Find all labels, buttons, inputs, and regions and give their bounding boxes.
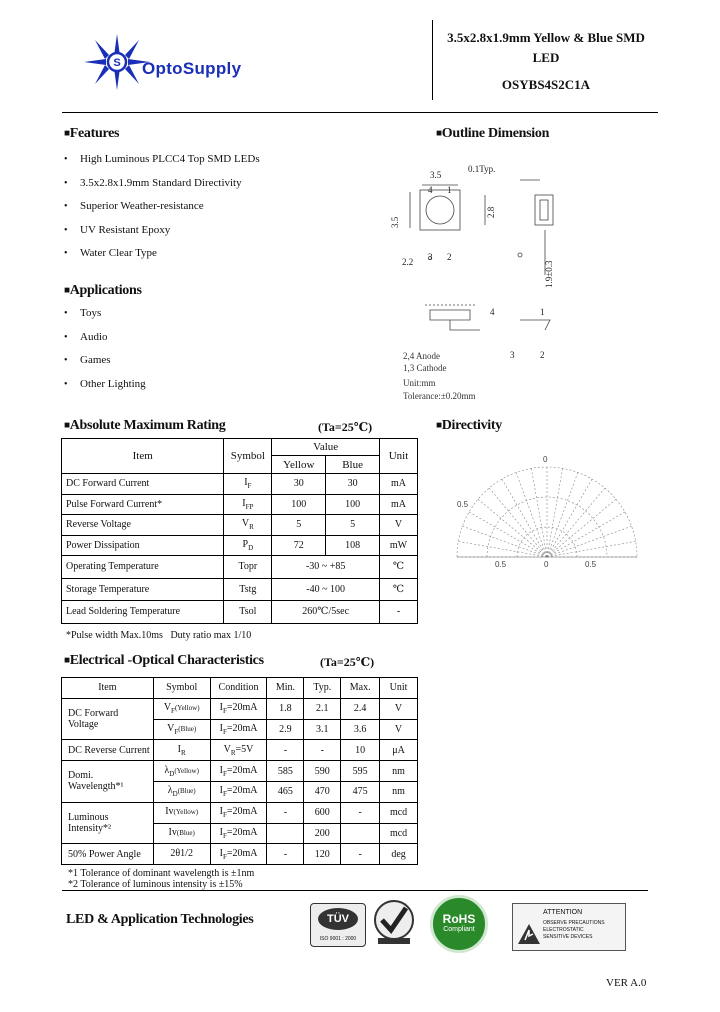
dim-height2-label: 2.8: [486, 206, 496, 218]
eoc-symbol: 2θ1/2: [153, 844, 210, 865]
directivity-grid-spoke: [531, 466, 547, 557]
eoc-item: Luminous Intensity*²: [62, 802, 154, 844]
list-item: • Other Lighting: [64, 373, 146, 397]
eoc-max: 595: [341, 761, 380, 782]
pin-label: 1: [540, 307, 545, 317]
amr-unit: -: [380, 601, 418, 624]
directivity-chart: [447, 452, 647, 572]
eoc-unit: nm: [380, 781, 418, 802]
table-row: [62, 740, 418, 761]
pin-label: 4: [490, 307, 495, 317]
table-row: [62, 698, 418, 719]
eoc-condition: $I_F=20mA$: [210, 781, 267, 802]
attention-title: ATTENTION: [543, 909, 583, 916]
eoc-header: Unit: [380, 678, 418, 699]
eoc-symbol: $\lambda_D(Yellow)$: [153, 761, 210, 782]
directivity-grid-spoke: [477, 498, 547, 557]
attention-line: OBSERVE PRECAUTIONS: [543, 920, 605, 926]
eoc-min: -: [267, 802, 304, 823]
eoc-header: Item: [62, 678, 154, 699]
eoc-typ: 590: [304, 761, 341, 782]
eoc-symbol: $I_R$: [153, 740, 210, 761]
table-row: [62, 802, 418, 823]
dim-height-label: 3.5: [390, 216, 400, 228]
company-name: OptoSupply: [142, 59, 242, 78]
directivity-heading: ■Directivity: [436, 418, 502, 433]
eoc-item: DC Forward Voltage: [62, 698, 154, 740]
list-item: • 3.5x2.8x1.9mm Standard Directivity: [64, 172, 260, 196]
applications-heading: ■Applications: [64, 283, 142, 298]
eoc-heading: ■Electrical -Optical Characteristics: [64, 653, 264, 668]
applications-title: Applications: [69, 283, 142, 298]
applications-list: [64, 302, 146, 396]
pin-label: 2: [540, 350, 545, 360]
list-item: • Games: [64, 349, 146, 373]
amr-unit: mA: [380, 474, 418, 495]
svg-text:S: S: [113, 57, 121, 69]
eoc-condition: $I_F=20mA$: [210, 761, 267, 782]
rohs-cert-badge: [430, 895, 488, 953]
eoc-unit: mcd: [380, 802, 418, 823]
amr-heading: ■Absolute Maximum Rating: [64, 418, 226, 433]
eoc-unit: V: [380, 719, 418, 740]
dim-side-label: 1.9±0.3: [544, 260, 554, 288]
eoc-max: -: [341, 844, 380, 865]
directivity-bottom-label: 0.5: [495, 560, 507, 569]
amr-header-symbol: Symbol: [224, 439, 272, 474]
eoc-typ: 470: [304, 781, 341, 802]
eoc-typ: 2.1: [304, 698, 341, 719]
pin-label: 2: [447, 252, 452, 262]
amr-item: Pulse Forward Current*: [62, 494, 224, 515]
tuv-cert-badge: [310, 903, 366, 947]
eoc-min: 465: [267, 781, 304, 802]
outline-tolerance: Tolerance:±0.20mm: [403, 391, 476, 401]
directivity-grid-spoke: [488, 487, 547, 557]
outline-title: Outline Dimension: [441, 126, 550, 141]
list-item: • Toys: [64, 302, 146, 326]
eoc-min: [267, 823, 304, 844]
table-row: [62, 601, 418, 624]
amr-header-blue: Blue: [326, 456, 380, 474]
amr-yellow: 30: [272, 474, 326, 495]
eoc-title: Electrical -Optical Characteristics: [69, 653, 264, 668]
amr-value: -40 ~ 100: [272, 578, 380, 601]
pin-label: 3: [510, 350, 515, 360]
outline-legend: Unit:mm: [403, 378, 436, 388]
features-list: [64, 148, 260, 266]
eoc-symbol: $\lambda_D(Blue)$: [153, 781, 210, 802]
list-item: • Audio: [64, 326, 146, 350]
eoc-max: -: [341, 802, 380, 823]
eoc-notes: [68, 868, 254, 890]
directivity-top-label: 0: [543, 455, 548, 464]
table-row: [62, 578, 418, 601]
amr-item: DC Forward Current: [62, 474, 224, 495]
eoc-header: Min.: [267, 678, 304, 699]
amr-blue: 100: [326, 494, 380, 515]
eoc-symbol: Iv(Blue): [153, 823, 210, 844]
amr-symbol: Topr: [224, 556, 272, 579]
amr-symbol: $I_F$: [224, 474, 272, 495]
eoc-symbol: $V_F(Yellow)$: [153, 698, 210, 719]
features-heading: ■Features: [64, 126, 120, 141]
eoc-header: Max.: [341, 678, 380, 699]
product-title: [436, 28, 656, 68]
eoc-unit: μA: [380, 740, 418, 761]
amr-blue: 5: [326, 515, 380, 536]
eoc-unit: mcd: [380, 823, 418, 844]
dim-width-label: 3.5: [430, 170, 442, 180]
directivity-grid-spoke: [547, 541, 638, 557]
amr-blue: 108: [326, 535, 380, 556]
directivity-bottom-label: 0: [544, 560, 549, 569]
part-number: OSYBS4S2C1A: [501, 77, 591, 92]
table-row: [62, 474, 418, 495]
eoc-min: 1.8: [267, 698, 304, 719]
amr-symbol: Tstg: [224, 578, 272, 601]
features-title: Features: [69, 126, 120, 141]
footer-tagline: LED & Application Technologies: [66, 912, 254, 927]
eoc-max: 475: [341, 781, 380, 802]
eoc-max: 10: [341, 740, 380, 761]
directivity-grid-spoke: [547, 498, 617, 557]
amr-table: [61, 438, 418, 624]
eoc-typ: 120: [304, 844, 341, 865]
directivity-grid-spoke: [547, 487, 606, 557]
amr-yellow: 100: [272, 494, 326, 515]
outline-legend: 1,3 Cathode: [403, 363, 447, 373]
rohs-sub-label: Compliant: [443, 926, 475, 933]
pin-label: 4: [428, 185, 433, 195]
eoc-item: Domi. Wavelength*¹: [62, 761, 154, 803]
eoc-min: -: [267, 740, 304, 761]
checkmark-badge-icon: [372, 898, 416, 946]
list-item: • UV Resistant Epoxy: [64, 219, 260, 243]
directivity-title: Directivity: [441, 418, 502, 433]
amr-symbol: $P_D$: [224, 535, 272, 556]
amr-value: 260℃/5sec: [272, 601, 380, 624]
eoc-min: -: [267, 844, 304, 865]
amr-blue: 30: [326, 474, 380, 495]
eoc-condition: (Ta=25℃): [320, 655, 375, 669]
amr-symbol: $I_{FP}$: [224, 494, 272, 515]
amr-item: Lead Soldering Temperature: [62, 601, 224, 624]
eoc-unit: deg: [380, 844, 418, 865]
amr-yellow: 72: [272, 535, 326, 556]
eoc-condition: $I_F=20mA$: [210, 698, 267, 719]
amr-item: Operating Temperature: [62, 556, 224, 579]
esd-warning-icon: [517, 922, 541, 946]
table-row: [62, 761, 418, 782]
tuv-label: TÜV: [318, 908, 358, 930]
eoc-min: 585: [267, 761, 304, 782]
eoc-header: Symbol: [153, 678, 210, 699]
eoc-typ: 3.1: [304, 719, 341, 740]
table-row: [62, 515, 418, 536]
amr-unit: ℃: [380, 578, 418, 601]
attention-line: SENSITIVE DEVICES: [543, 934, 593, 940]
eoc-max: 2.4: [341, 698, 380, 719]
list-item: • High Luminous PLCC4 Top SMD LEDs: [64, 148, 260, 172]
table-row: [62, 844, 418, 865]
amr-header-yellow: Yellow: [272, 456, 326, 474]
eoc-max: [341, 823, 380, 844]
eoc-item: DC Reverse Current: [62, 740, 154, 761]
amr-symbol: $V_R$: [224, 515, 272, 536]
directivity-grid-spoke: [456, 541, 547, 557]
amr-footnote: *Pulse width Max.10ms Duty ratio max 1/10: [66, 630, 252, 641]
table-row: [62, 494, 418, 515]
eoc-symbol: Iv(Yellow): [153, 802, 210, 823]
list-item: • Water Clear Type: [64, 242, 260, 266]
outline-drawing: [390, 160, 580, 390]
amr-value: -30 ~ +85: [272, 556, 380, 579]
eoc-symbol: $V_F(Blue)$: [153, 719, 210, 740]
company-logo: [82, 38, 282, 90]
amr-unit: V: [380, 515, 418, 536]
directivity-bottom-label: 0.5: [585, 560, 597, 569]
amr-header-value: Value: [272, 439, 380, 456]
eoc-unit: nm: [380, 761, 418, 782]
amr-unit: mW: [380, 535, 418, 556]
directivity-left-label: 0.5: [457, 500, 469, 509]
amr-yellow: 5: [272, 515, 326, 536]
dim-label: 2.2: [402, 257, 414, 267]
eoc-condition: $I_F=20mA$: [210, 802, 267, 823]
iso-label: ISO 9001 : 2000: [319, 936, 357, 942]
pin-label: 1: [447, 185, 452, 195]
attention-line: ELECTROSTATIC: [543, 927, 584, 933]
amr-item: Power Dissipation: [62, 535, 224, 556]
eoc-note: *2 Tolerance of luminous intensity is ±15%: [68, 879, 243, 890]
eoc-header: Condition: [210, 678, 267, 699]
amr-title: Absolute Maximum Rating: [69, 418, 226, 433]
amr-condition: (Ta=25℃): [318, 420, 373, 434]
outline-heading: ■Outline Dimension: [436, 126, 550, 141]
eoc-min: 2.9: [267, 719, 304, 740]
eoc-typ: 200: [304, 823, 341, 844]
esd-attention-badge: [512, 903, 626, 951]
quality-cert-badge: [372, 898, 416, 946]
eoc-note: *1 Tolerance of dominant wavelength is ±1nm: [68, 868, 255, 879]
outline-legend: 2,4 Anode: [403, 351, 440, 361]
pin-label: 3: [428, 252, 433, 262]
list-item: • Superior Weather-resistance: [64, 195, 260, 219]
amr-header-item: Item: [62, 439, 224, 474]
eoc-table: [61, 677, 418, 865]
amr-symbol: Tsol: [224, 601, 272, 624]
amr-header-unit: Unit: [380, 439, 418, 474]
eoc-typ: -: [304, 740, 341, 761]
eoc-typ: 600: [304, 802, 341, 823]
eoc-item: 50% Power Angle: [62, 844, 154, 865]
eoc-condition: $I_F=20mA$: [210, 844, 267, 865]
table-row: [62, 535, 418, 556]
product-title-line2: LED: [532, 50, 560, 65]
dim-typ-label: 0.1Typ.: [468, 164, 496, 174]
eoc-header: Typ.: [304, 678, 341, 699]
eoc-unit: V: [380, 698, 418, 719]
eoc-condition: $V_R=5V$: [210, 740, 267, 761]
amr-item: Reverse Voltage: [62, 515, 224, 536]
rohs-label: RoHS: [442, 912, 476, 926]
directivity-grid-spoke: [547, 466, 563, 557]
table-row: [62, 556, 418, 579]
product-title-line1: 3.5x2.8x1.9mm Yellow & Blue SMD: [447, 30, 645, 45]
amr-unit: ℃: [380, 556, 418, 579]
version-label: VER A.0: [606, 977, 647, 989]
eoc-max: 3.6: [341, 719, 380, 740]
amr-item: Storage Temperature: [62, 578, 224, 601]
eoc-condition: $I_F=20mA$: [210, 719, 267, 740]
eoc-condition: $I_F=20mA$: [210, 823, 267, 844]
amr-unit: mA: [380, 494, 418, 515]
